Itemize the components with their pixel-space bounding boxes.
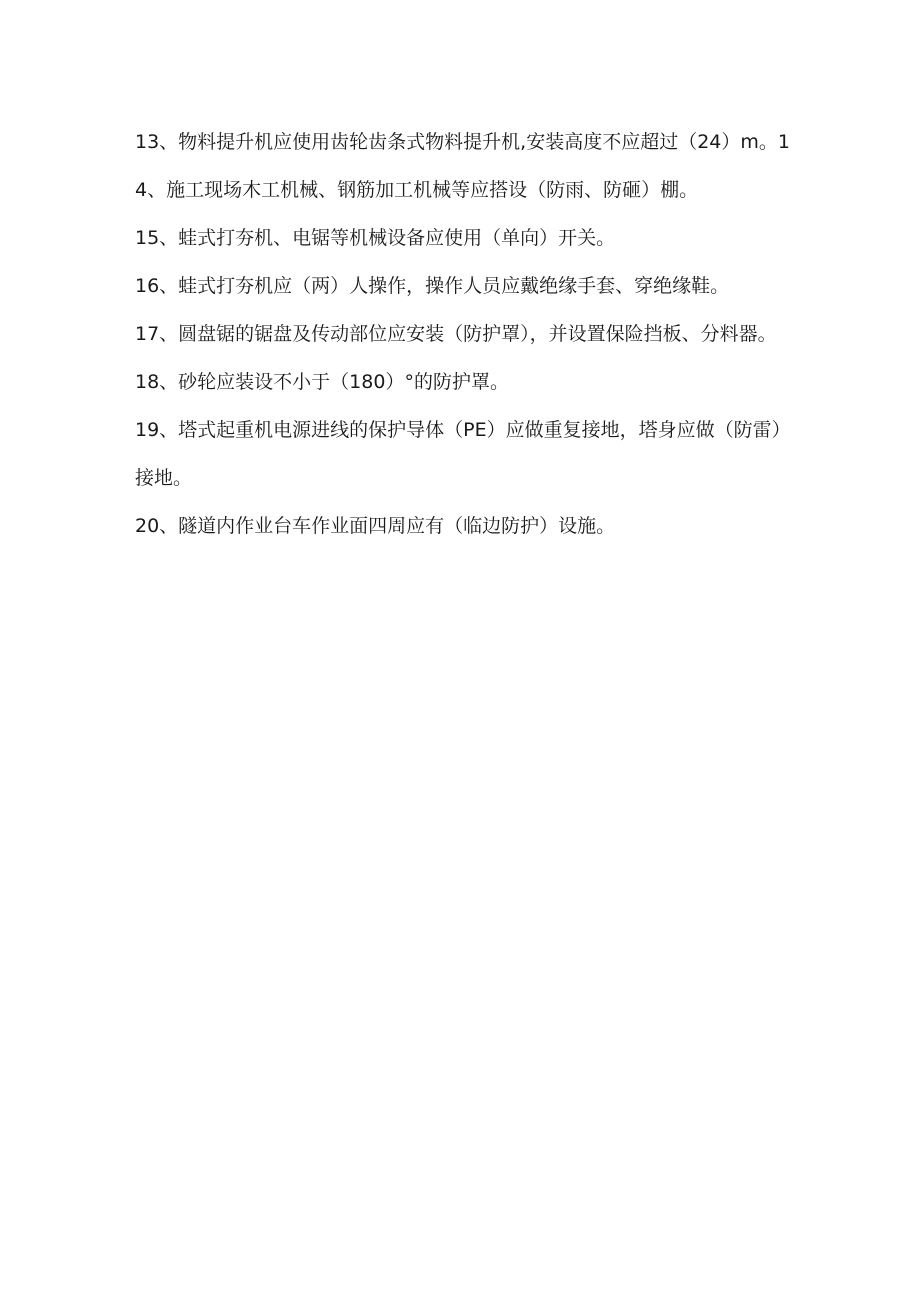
paragraph-17: 17、圆盘锯的锯盘及传动部位应安装（防护罩），并设置保险挡板、分料器。 <box>135 323 777 345</box>
paragraph-19: 19、塔式起重机电源进线的保护导体（PE）应做重复接地，塔身应做（防雷）接地。 <box>135 419 791 489</box>
paragraph-16: 16、蛙式打夯机应（两）人操作，操作人员应戴绝缘手套、穿绝缘鞋。 <box>135 275 730 297</box>
paragraph-13-14: 13、物料提升机应使用齿轮齿条式物料提升机,安装高度不应超过（24）m。14、施工现场木工机械、钢筋加工机械等应搭设（防雨、防砸）棚。 <box>135 131 790 201</box>
paragraph-15: 15、蛙式打夯机、电锯等机械设备应使用（单向）开关。 <box>135 227 616 249</box>
paragraph-20: 20、隧道内作业台车作业面四周应有（临边防护）设施。 <box>135 515 616 537</box>
paragraph-18: 18、砂轮应装设不小于（180）°的防护罩。 <box>135 371 509 393</box>
document-body <box>135 118 795 550</box>
